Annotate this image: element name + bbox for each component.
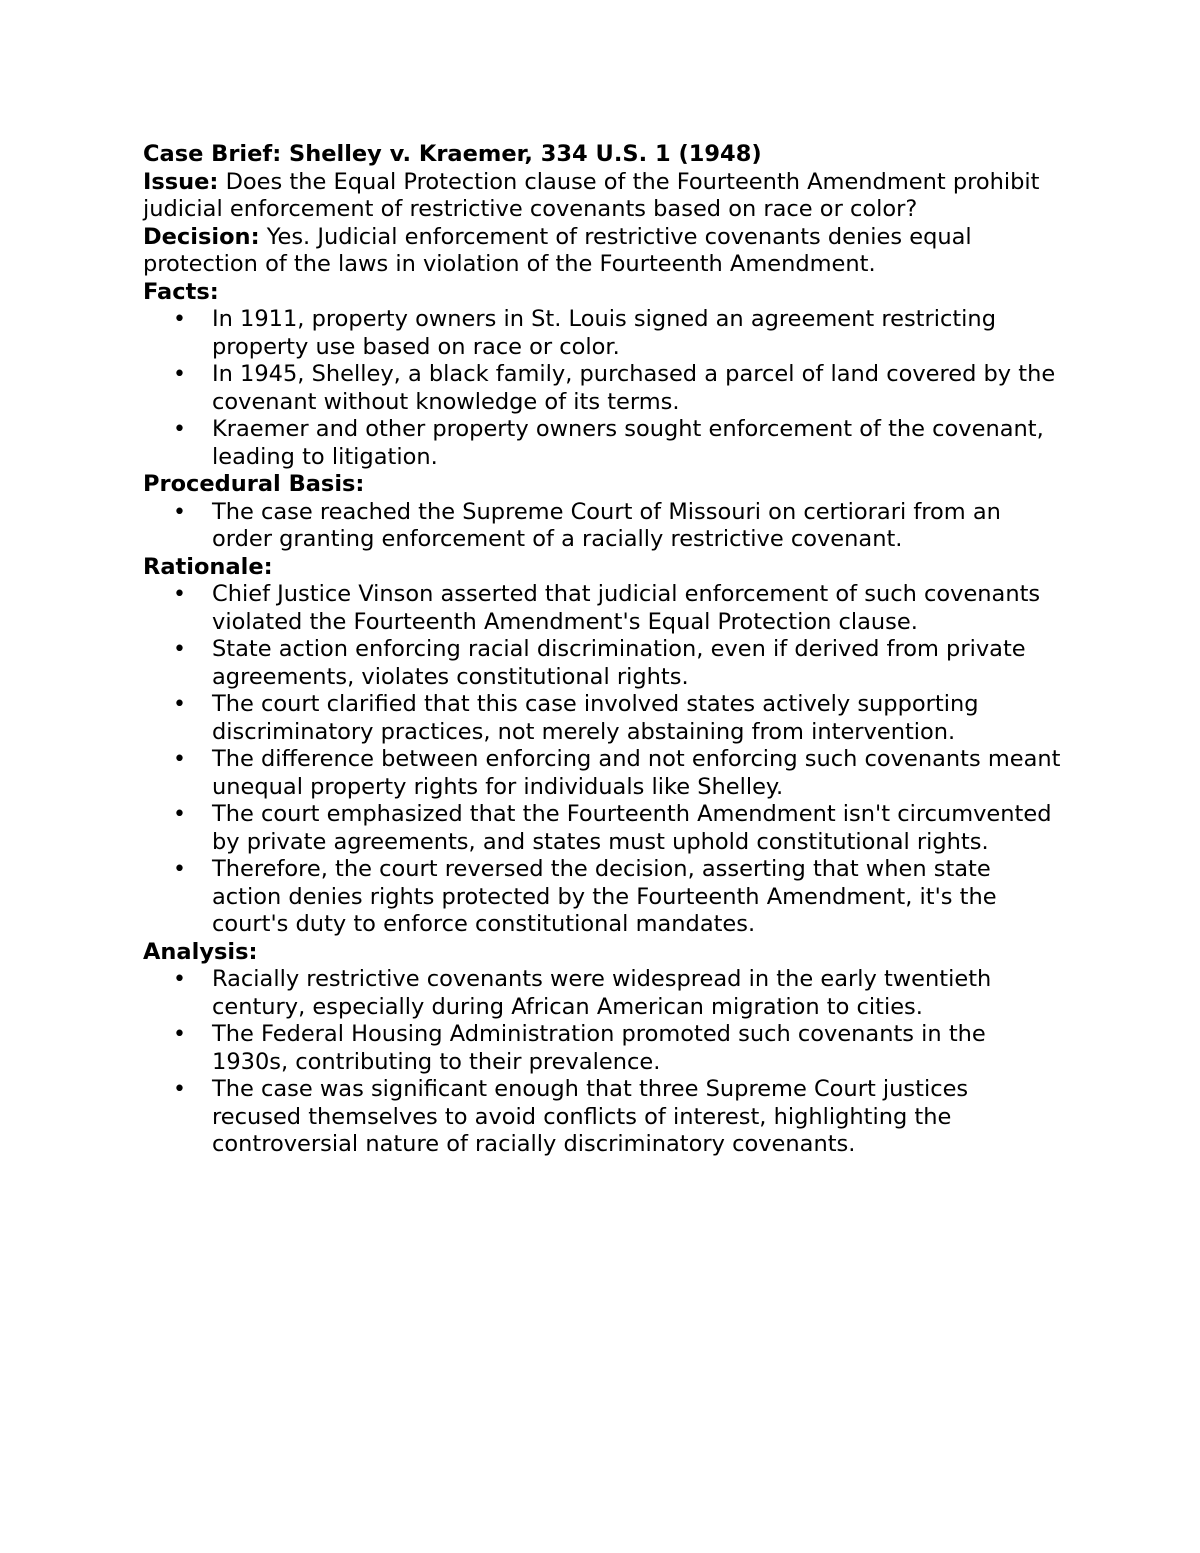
bullet-icon: • [173, 967, 186, 992]
list-item-text: In 1911, property owners in St. Louis signed an agreement restricting property use based on race or color. [212, 306, 996, 360]
list-item [143, 966, 1063, 1021]
list-item-text: The case was significant enough that three Supreme Court justices recused themselves to avoid conflicts of interest, highlighting the controversial nature of racially discriminatory covenants. [212, 1076, 969, 1157]
list-item-text: Kraemer and other property owners sought enforcement of the covenant, leading to litigation. [212, 416, 1044, 470]
list-item [143, 746, 1063, 801]
list-item [143, 856, 1063, 939]
list-item [143, 581, 1063, 636]
bullet-icon: • [173, 1022, 186, 1047]
list-item-text: The court clarified that this case involved states actively supporting discriminatory practices, not merely abstaining from intervention. [212, 691, 979, 745]
facts-heading: Facts: [143, 278, 219, 305]
decision-label: Decision: [143, 223, 260, 250]
document-body [143, 141, 1063, 1159]
list-item-text: The difference between enforcing and not enforcing such covenants meant unequal property rights for individuals like Shelley. [212, 746, 1061, 800]
analysis-list [143, 966, 1063, 1159]
bullet-icon: • [173, 857, 186, 882]
list-item [143, 1021, 1063, 1076]
list-item-text: State action enforcing racial discrimination, even if derived from private agreements, violates constitutional rights. [212, 636, 1026, 690]
procedural-heading: Procedural Basis: [143, 471, 365, 497]
list-item [143, 691, 1063, 746]
issue-paragraph [143, 169, 1063, 224]
list-item [143, 416, 1063, 471]
bullet-icon: • [173, 362, 186, 387]
bullet-icon: • [173, 637, 186, 662]
list-item [143, 499, 1063, 554]
analysis-heading: Analysis: [143, 938, 258, 965]
list-item-text: Therefore, the court reversed the decision, asserting that when state action denies rights protected by the Fourteenth Amendment, it's the court's duty to enforce constitutional mandates. [212, 856, 997, 937]
rationale-list [143, 581, 1063, 939]
list-item-text: Racially restrictive covenants were widespread in the early twentieth century, especially during African American migration to cities. [212, 966, 992, 1020]
bullet-icon: • [173, 747, 186, 772]
list-item-text: The case reached the Supreme Court of Missouri on certiorari from an order granting enforcement of a racially restrictive covenant. [212, 498, 1001, 552]
bullet-icon: • [173, 692, 186, 717]
rationale-heading: Rationale: [143, 553, 273, 580]
list-item [143, 306, 1063, 361]
list-item-text: The court emphasized that the Fourteenth Amendment isn't circumvented by private agreements, and states must uphold constitutional rights. [212, 801, 1052, 855]
list-item-text: Chief Justice Vinson asserted that judicial enforcement of such covenants violated the Fourteenth Amendment's Equal Protection clause. [212, 581, 1041, 635]
list-item [143, 636, 1063, 691]
list-item [143, 1076, 1063, 1159]
list-item-text: In 1945, Shelley, a black family, purchased a parcel of land covered by the covenant without knowledge of its terms. [212, 361, 1056, 415]
case-title: Case Brief: Shelley v. Kraemer, 334 U.S. 1 (1948) [143, 141, 762, 167]
list-item [143, 361, 1063, 416]
bullet-icon: • [173, 802, 186, 827]
decision-paragraph [143, 224, 1063, 279]
procedural-list [143, 499, 1063, 554]
issue-text: Does the Equal Protection clause of the Fourteenth Amendment prohibit judicial enforcement of restrictive covenants based on race or color? [143, 168, 1040, 222]
bullet-icon: • [173, 582, 186, 607]
list-item [143, 801, 1063, 856]
facts-list [143, 306, 1063, 471]
bullet-icon: • [173, 417, 186, 442]
bullet-icon: • [173, 1077, 186, 1102]
list-item-text: The Federal Housing Administration promoted such covenants in the 1930s, contributing to their prevalence. [212, 1021, 986, 1075]
bullet-icon: • [173, 499, 186, 525]
issue-label: Issue: [143, 168, 219, 195]
bullet-icon: • [173, 307, 186, 332]
decision-text: Yes. Judicial enforcement of restrictive covenants denies equal protection of the laws in violation of the Fourteenth Amendment. [143, 223, 972, 277]
